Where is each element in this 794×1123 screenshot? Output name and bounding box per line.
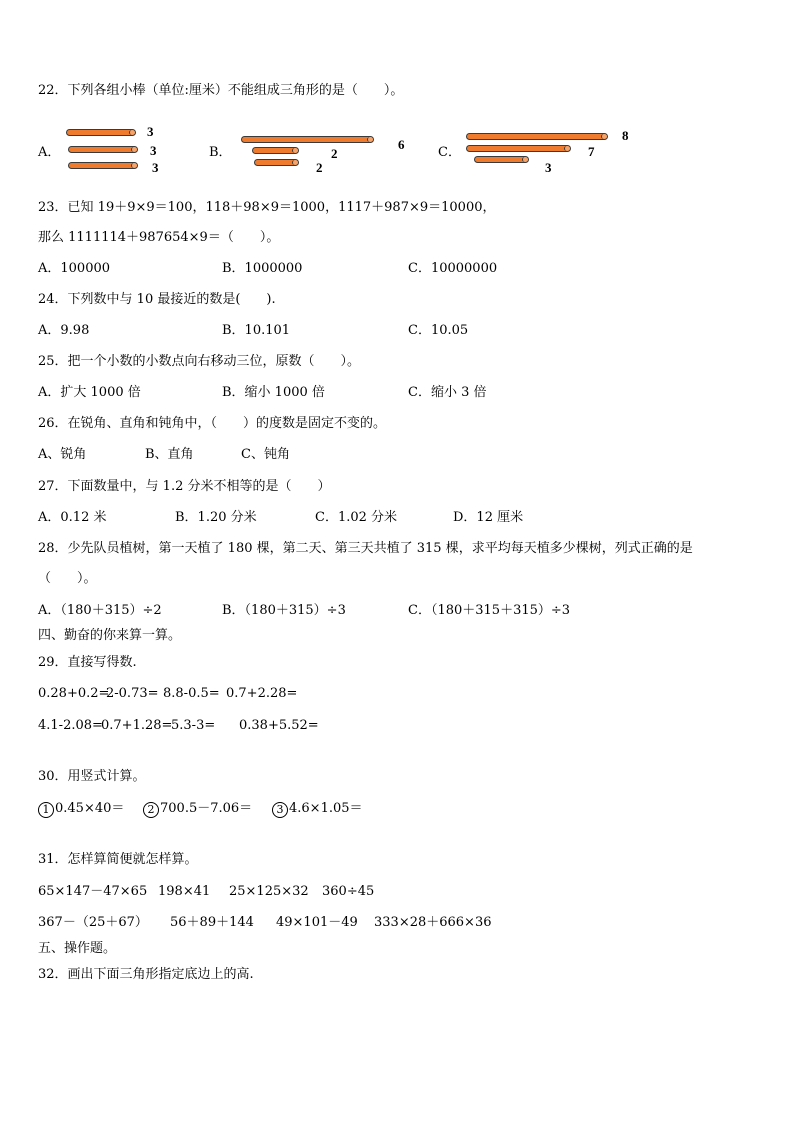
q31-item: 65×147－47×65 [38, 884, 148, 899]
stick-a2 [68, 146, 138, 153]
q26-option-a[interactable]: A、锐角 [38, 447, 87, 462]
circled-number-1: 1 [38, 802, 54, 818]
q30-item-1 [38, 800, 124, 818]
q23-stem: 23．已知 19＋9×9＝100，118＋98×9＝1000，1117＋987×9＝10000， [38, 200, 496, 215]
stick-c2 [466, 145, 571, 152]
q29-item: 2-0.73= [106, 686, 159, 701]
q27-option-b[interactable]: B．1.20 分米 [175, 510, 257, 525]
circled-number-2: 2 [143, 802, 159, 818]
q29-item: 0.38+5.52= [239, 718, 319, 733]
q30-stem: 30．用竖式计算。 [38, 769, 146, 784]
stick-b2-length: 2 [331, 146, 338, 161]
stick-b3-length: 2 [316, 160, 323, 175]
q24-option-c[interactable]: C．10.05 [408, 323, 469, 338]
stick-a1 [66, 129, 136, 136]
stick-c1 [466, 133, 608, 140]
q26-option-b[interactable]: B、直角 [145, 447, 194, 462]
stick-a2-length: 3 [150, 143, 157, 158]
q27-option-d[interactable]: D．12 厘米 [453, 510, 524, 525]
stick-c1-length: 8 [622, 128, 629, 143]
q24-option-a[interactable]: A．9.98 [38, 323, 90, 338]
circled-number-3: 3 [272, 802, 288, 818]
stick-a1-length: 3 [147, 124, 154, 139]
q29-stem: 29．直接写得数. [38, 655, 137, 670]
q24-option-b[interactable]: B．10.101 [222, 323, 291, 338]
q29-item: 0.7+1.28= [101, 718, 173, 733]
stick-a3 [68, 162, 138, 169]
q30-expr-3: 4.6×1.05＝ [289, 801, 363, 816]
q30-expr-2: 700.5－7.06＝ [160, 801, 253, 816]
stick-c2-length: 7 [588, 144, 595, 159]
stick-b1 [241, 136, 374, 143]
q31-item: 49×101－49 [276, 915, 358, 930]
q31-item: 25×125×32 [229, 884, 309, 899]
stick-b3 [254, 159, 299, 166]
q23-option-b[interactable]: B．1000000 [222, 261, 303, 276]
q23-option-a[interactable]: A．100000 [38, 261, 111, 276]
q29-item: 0.7+2.28= [226, 686, 298, 701]
q22-option-b-letter: B． [209, 145, 232, 160]
q30-item-2 [143, 800, 252, 818]
q31-item: 367－（25＋67） [38, 915, 148, 930]
q29-item: 0.28+0.2= [38, 686, 110, 701]
q31-item: 360÷45 [322, 884, 375, 899]
q26-stem: 26．在锐角、直角和钝角中，（ ）的度数是固定不变的。 [38, 416, 387, 431]
stick-a3-length: 3 [152, 160, 159, 175]
q22-option-a-letter: A． [38, 145, 61, 160]
q29-item: 8.8-0.5= [163, 686, 220, 701]
q22-stem: 22．下列各组小棒（单位:厘米）不能组成三角形的是（ ）。 [38, 83, 404, 98]
q31-item: 198×41 [158, 884, 211, 899]
q28-option-b[interactable]: B．（180＋315）÷3 [222, 603, 346, 618]
q29-item: 5.3-3= [171, 718, 216, 733]
q28-option-a[interactable]: A．（180＋315）÷2 [38, 603, 162, 618]
q26-option-c[interactable]: C、钝角 [241, 447, 290, 462]
q30-item-3 [272, 800, 363, 818]
q29-item: 4.1-2.08= [38, 718, 103, 733]
q28-stem-2: （ ）。 [38, 571, 97, 586]
stick-c3-length: 3 [545, 160, 552, 175]
q31-item: 333×28＋666×36 [374, 915, 492, 930]
q27-option-c[interactable]: C．1.02 分米 [315, 510, 398, 525]
stick-b1-length: 6 [398, 137, 405, 152]
stick-b2 [252, 147, 299, 154]
q25-option-b[interactable]: B．缩小 1000 倍 [222, 385, 325, 400]
q25-option-c[interactable]: C．缩小 3 倍 [408, 385, 487, 400]
q31-stem: 31．怎样算简便就怎样算。 [38, 852, 198, 867]
q23-option-c[interactable]: C．10000000 [408, 261, 498, 276]
q31-item: 56＋89＋144 [170, 915, 254, 930]
q22-option-c-letter: C． [438, 145, 461, 160]
q25-option-a[interactable]: A．扩大 1000 倍 [38, 385, 141, 400]
q27-stem: 27．下面数量中，与 1.2 分米不相等的是（ ） [38, 479, 331, 494]
stick-c3 [474, 156, 529, 163]
q28-stem: 28．少先队员植树，第一天植了 180 棵，第二天、第三天共植了 315 棵，求平均每天植多少棵树，列式正确的是 [38, 541, 693, 556]
q30-expr-1: 0.45×40＝ [55, 801, 125, 816]
section-5-heading: 五、操作题。 [38, 941, 117, 956]
q27-option-a[interactable]: A．0.12 米 [38, 510, 107, 525]
q32-stem: 32．画出下面三角形指定底边上的高. [38, 967, 254, 982]
section-4-heading: 四、勤奋的你来算一算。 [38, 628, 182, 643]
q23-stem-2: 那么 1111114＋987654×9＝（ ）。 [38, 230, 280, 245]
q28-option-c[interactable]: C．（180＋315＋315）÷3 [408, 603, 571, 618]
q25-stem: 25．把一个小数的小数点向右移动三位，原数（ ）。 [38, 354, 361, 369]
q24-stem: 24．下列数中与 10 最接近的数是( ). [38, 292, 276, 307]
